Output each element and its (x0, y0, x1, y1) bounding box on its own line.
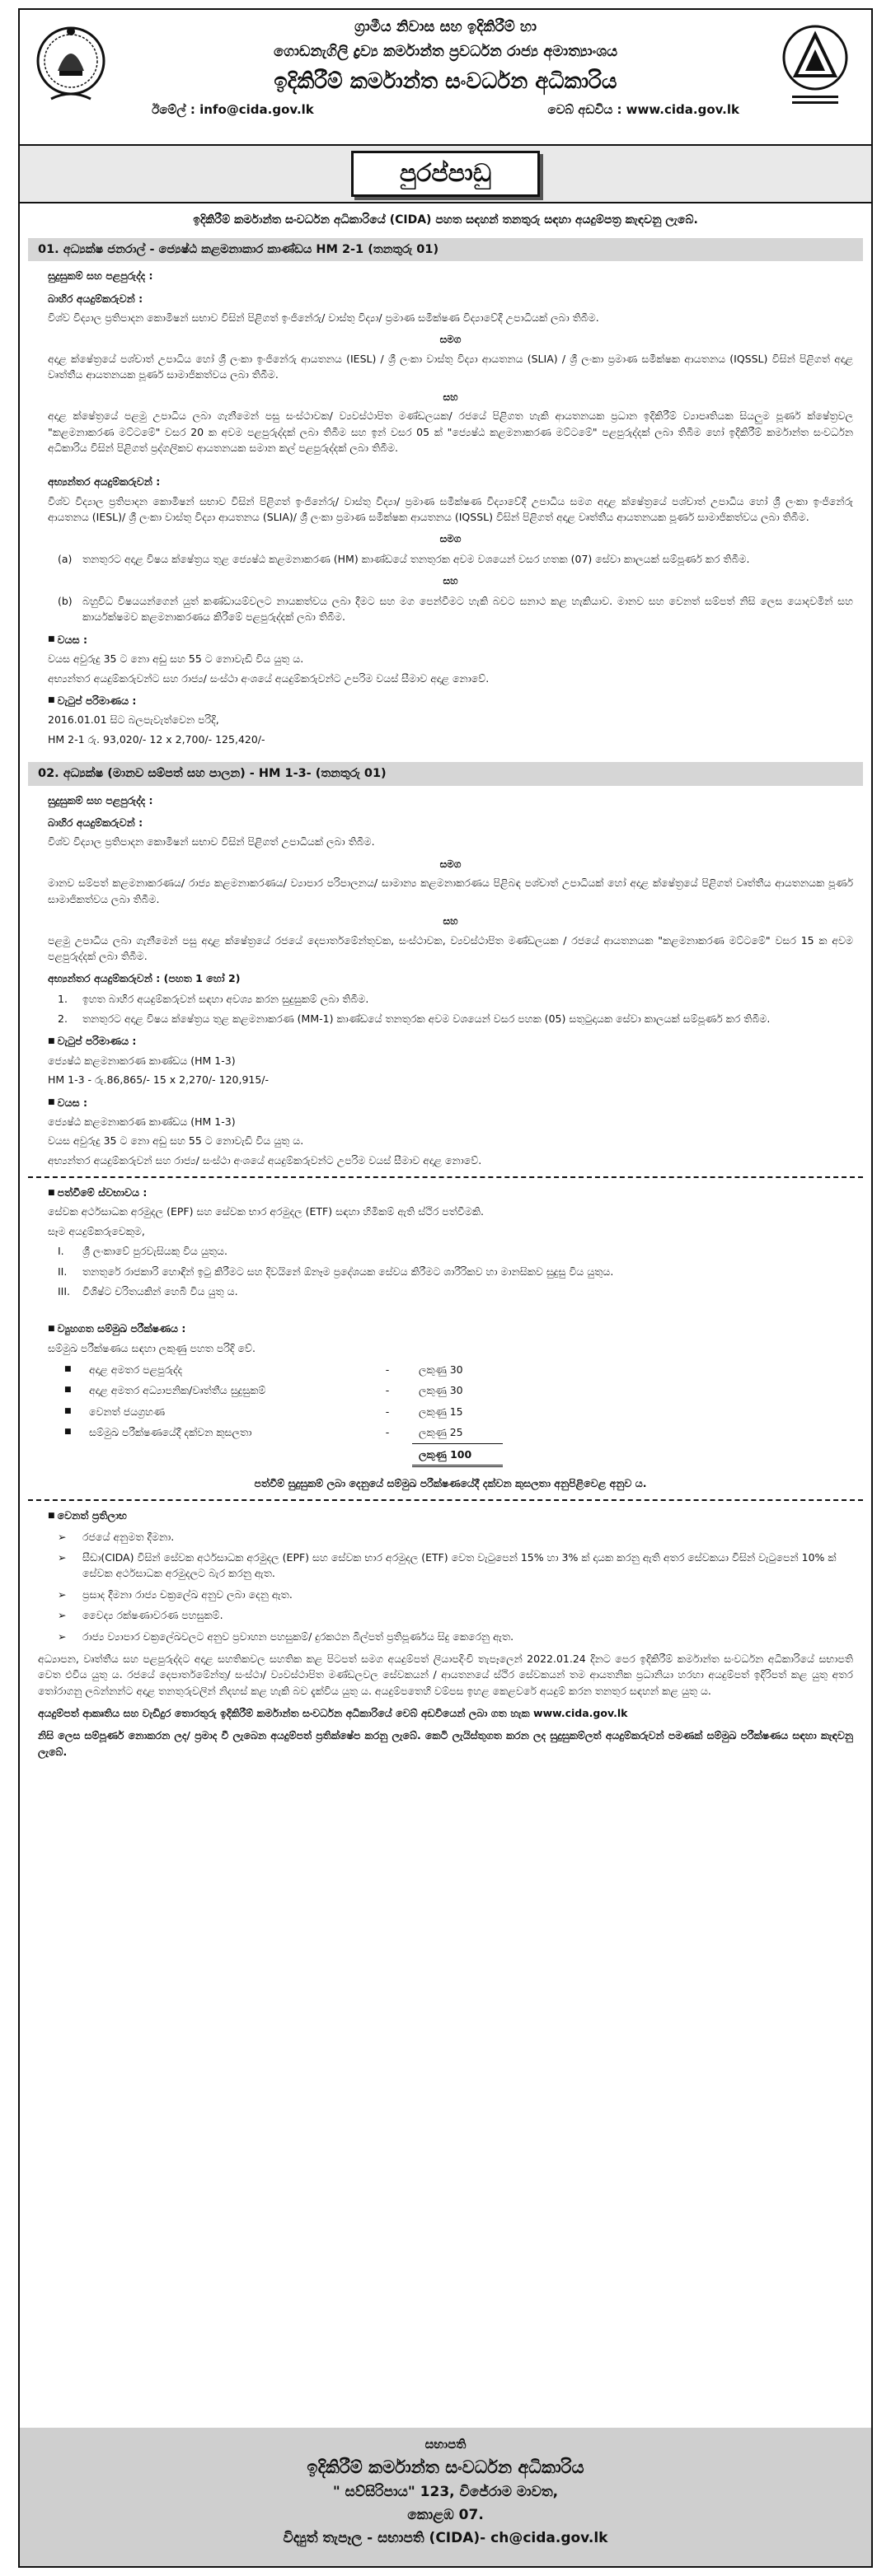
table-row (58, 1401, 503, 1422)
benefit-item (48, 1587, 853, 1602)
post-1-external-heading: බාහිර අයදුම්කරුවන් : (48, 292, 143, 305)
post-2-age-para-2: වයස අවුරුදු 35 ට නො අඩු සහ 55 ට නොවැඩි විය යුතු ය. (48, 1134, 304, 1148)
post-1-salary-heading: ■ වැටුප් පරිමාණය : (48, 693, 853, 708)
benefit-item (48, 1607, 853, 1623)
item-text: විශිෂ්ට චරිතයකින් හෙබි විය යුතු ය. (82, 1284, 238, 1297)
criterion-cell: අදාළ අමතර පළපුරුද්ද (89, 1363, 183, 1377)
title-band (20, 146, 871, 203)
marks-cell: ලකුණු 25 (419, 1426, 463, 1439)
item-text: බහුවිධ විෂයයන්ගෙන් යුත් කණ්ඩායම්වලට නායකත්වය ලබා දීමට සහ මග පෙන්වීමට හැකි බවට සනාථ කළ හැකියාව. මානව සහ වෙනත් සම්පත් නිසි ලෙස යොදවමින් සහ කාර්යක්ෂමව කළමනාකරණය කිරීමේ පළපුරුද්දක් ලබා තිබීම. (82, 595, 853, 624)
contact-row (20, 99, 871, 119)
post-1-external-para-1: විශ්ව විද්‍යාල ප්‍රතිපාදන කොමිෂන් සභාව විසින් පිළිගත් ඉංජිනේරු/ වාස්තු විද්‍යා/ ප්‍රමාණ සමීක්ෂණ විද්‍යාවේදී උපාධියක් ලබා තිබීම. (48, 311, 599, 324)
item-number: (a) (58, 553, 73, 566)
post-1-qualifications-heading: සුදුසුකම් සහ පළපුරුද්ද : (48, 269, 153, 283)
post-1-internal-heading: අභ්‍යන්තර අයදුම්කරුවන් : (48, 475, 161, 489)
post-1-age-heading: ■ වයස : (48, 632, 853, 648)
benefit-text: රාජ්‍ය ව්‍යාපාර චක්‍රලේඛවලට අනුව ප්‍රවාහන පහසුකම්/ දුරකථන බිල්පත් ප්‍රතිපූර්ණය සිදු කෙරෙනු ඇත. (82, 1629, 514, 1643)
post-1-internal-item-a (48, 551, 853, 567)
post-1-salary-para-1: 2016.01.01 සිට බලපැවැත්වෙන පරිදි, (48, 713, 219, 727)
ministry-line-2: ගොඩනැගිලි ද්‍රව්‍ය කර්මාන්ත ප්‍රවර්ධන රාජ්‍ය අමාත්‍යාංශය (273, 43, 618, 60)
post-2-salary-para-1: ජ්‍යෙෂ්ඨ කළමනාකරණ කාණ්ඩය (HM 1-3) (48, 1054, 236, 1067)
advertisement-frame (18, 8, 873, 2568)
footer-address-line-1: " සව්සිරිපාය" 123, විජේරාම මාවත, (332, 2484, 559, 2500)
post-2-external-para-1: විශ්ව විද්‍යාල ප්‍රතිපාදන කොමිෂන් සභාව විසින් පිළිගත් උපාධියක් ලබා තිබීම. (48, 835, 375, 849)
post-1-heading: 01. අධ්‍යක්ෂ ජනරාල් - ජ්‍යෙෂ්ඨ කළමනාකාර කාණ්ඩය HM 2-1 (තනතුරු 01) (28, 238, 863, 261)
dash-cell: - (385, 1384, 390, 1397)
interview-heading: ■ ව්‍යුහගත සම්මුඛ පරීක්ෂණය : (48, 1321, 853, 1336)
vacancies-title: පුරප්පාඩු (351, 151, 540, 198)
table-row (58, 1359, 503, 1380)
post-1-and-2: සහ (443, 390, 458, 403)
appointment-para-2: සෑම අයදුම්කරුවෙකුම, (48, 1224, 145, 1237)
dash-cell: - (385, 1405, 390, 1418)
item-text: තනතුරට අදාළ විෂය ක්ෂේත්‍රය තුළ කළමනාකරණ (MM-1) කාණ්ඩයේ තනතුරක අවම වශයෙන් වසර පහක (05) සතුටුදායක සේවා කාලයක් සම්පූර්ණ කර තිබීම. (82, 1012, 771, 1026)
appointment-item (48, 1283, 853, 1299)
arrow-icon: ➢ (58, 1530, 67, 1543)
marks-cell: ලකුණු 15 (419, 1405, 463, 1418)
footer-address (20, 2428, 871, 2566)
interview-para: සම්මුඛ පරීක්ෂණය සඳහා ලකුණු පහත පරිදි වේ. (48, 1341, 256, 1354)
post-1-content (20, 268, 871, 747)
sri-lanka-emblem-icon (35, 20, 107, 110)
intro-text: ඉදිකිරීම් කර්මාන්ත සංවර්ධන අධිකාරියේ (CIDA) පහත සඳහන් තනතුරු සඳහා අයදුම්පත්‍ර කැඳවනු ලැබේ. (193, 213, 698, 227)
item-number: (b) (58, 595, 73, 608)
post-2-salary-heading: ■ වැටුප් පරිමාණය : (48, 1033, 853, 1049)
ministry-line-1: ග්‍රාමීය නිවාස සහ ඉදිකිරීම් හා (354, 18, 537, 35)
post-1-and-4: සහ (443, 575, 458, 587)
benefit-text: වෛද්‍ය රක්ෂණාවරණ පහසුකම්. (82, 1609, 223, 1622)
dash-cell: - (385, 1363, 390, 1377)
appointment-para-1: සේවක අර්ථසාධක අරමුදල (EPF) සහ සේවක භාර අරමුදල (ETF) සඳහා හිමිකම් ඇති ස්ථිර පත්වීමකි. (48, 1205, 484, 1218)
appointment-heading: ■ පත්වීමේ ස්වභාවය : (48, 1185, 853, 1200)
item-number: II. (58, 1265, 68, 1278)
post-2-external-para-2: මානව සම්පත් කළමනාකරණය/ රාජ්‍ය කළමනාකරණය/ ව්‍යාපාර පරිපාලනය/ සාමාන්‍ය කළමනාකරණය පිළිබඳ පශ්චාත් උපාධියක් හෝ අදාළ ක්ෂේත්‍රයේ පිළිගත් වෘත්තීය ආයතනයක පූර්ණ සාමාජිකත්වය ලබා තිබීම. (48, 877, 853, 905)
benefit-item (48, 1629, 853, 1644)
item-number: 1. (58, 992, 68, 1005)
post-2-and-1: සමග (439, 858, 462, 870)
marks-cell: ලකුණු 30 (419, 1363, 463, 1377)
footer-authority-name: ඉදිකිරීම් කර්මාන්ත සංවර්ධන අධිකාරිය (307, 2457, 584, 2477)
post-1-internal-para-1: විශ්ව විද්‍යාල ප්‍රතිපාදන කොමිෂන් සභාව විසින් පිළිගත් ඉංජිනේරු/ වාස්තු විද්‍යා/ ප්‍රමාණ සමීක්ෂණ විද්‍යාවේදී උපාධිය සමග අදාළ ක්ෂේත්‍රයේ පශ්චාත් උපාධිය හෝ ශ්‍රී ලංකා ඉංජිනේරු ආයතනය (IESL)/ ශ්‍රී ලංකා වාස්තු විද්‍යා ආයතනය (SLIA)/ ශ්‍රී ලංකා ප්‍රමාණ සමීක්ෂක ආයතනය (IQSSL) විසින් පිළිගත් අදාළ වෘත්තීය ආයතනයක පූර්ණ සාමාජිකත්වය ලබා තිබීම. (48, 494, 853, 524)
benefits-heading: ■ වෙනත් ප්‍රතිලාභ (48, 1508, 853, 1523)
arrow-icon: ➢ (58, 1629, 67, 1643)
arrow-icon: ➢ (58, 1609, 67, 1622)
common-content (20, 1185, 871, 1491)
post-2-age-heading: ■ වයස : (48, 1095, 853, 1110)
benefits-content (20, 1508, 871, 1644)
criterion-cell: අදාළ අමතර අධ්‍යාපනික/වෘත්තීය සුදුසුකම් (89, 1384, 266, 1397)
post-2-external-heading: බාහිර අයදුම්කරුවන් : (48, 816, 143, 829)
post-1-and-3: සමග (439, 533, 462, 545)
footer-email: විද්‍යුත් තැපෑල - සභාපති (CIDA)- ch@cida.gov.lk (283, 2530, 608, 2546)
section-divider (28, 1176, 863, 1178)
footer-chairman: සභාපති (424, 2437, 467, 2452)
item-text: ඉහත බාහිර අයදුම්කරුවන් සඳහා අවශ්‍ය කරන සුදුසුකම් ලබා තිබීම. (82, 992, 369, 1005)
post-1-internal-item-b (48, 593, 853, 625)
post-2-internal-item-2 (48, 1011, 853, 1026)
dash-cell: - (385, 1426, 390, 1439)
bullet-icon: ■ (64, 1364, 72, 1373)
post-2-and-2: සහ (443, 914, 458, 927)
table-row (58, 1422, 503, 1443)
header (20, 10, 871, 146)
benefit-text: සීඩා(CIDA) විසින් සේවක අර්ථසාධක අරමුදල (EPF) සහ සේවක භාර අරමුදල (ETF) වෙත වැටුපෙන් 15% හා 3% ක් දායක කරනු ඇති අතර සේවකයා විසින් වැටුපෙන් 10% ක් සේවක අර්ථසාධක අරමුදලට බැර කරනු ඇත. (82, 1551, 837, 1580)
post-2-external-para-3: පළමු උපාධිය ලබා ගැනීමෙන් පසු අදාළ ක්ෂේත්‍රයේ රජයේ දෙපාර්තමේන්තුවක, සංස්ථාවක, ව්‍යවස්ථාපිත මණ්ඩලයක / රජයේ ආයතනයක "කළමනාකරණ මට්ටමේ" වසර 15 ක අවම පළපුරුද්දක් ලබා තිබීම. (48, 933, 853, 962)
post-1-salary-para-2: HM 2-1 රු. 93,020/- 12 x 2,700/- 125,420/- (48, 732, 265, 746)
item-number: I. (58, 1245, 64, 1258)
item-number: 2. (58, 1012, 68, 1026)
post-2-salary-para-2: HM 1-3 - රු.86,865/- 15 x 2,270/- 120,915/- (48, 1073, 270, 1087)
item-text: තනතුරට අදාළ විෂය ක්ෂේත්‍රය තුළ ජ්‍යෙෂ්ඨ කළමනාකරණ (HM) කාණ්ඩයේ තනතුරක අවම වශයෙන් වසර හතක (07) සේවා කාලයක් සම්පූර්ණ කර තිබීම. (82, 553, 750, 566)
item-text: ශ්‍රී ලංකාවේ පුරවැසියකු විය යුතුය. (82, 1245, 227, 1258)
criterion-cell: වෙනත් ජයග්‍රහණ (89, 1405, 166, 1418)
website-text: වෙබ් අඩවිය : www.cida.gov.lk (547, 102, 739, 117)
appointment-item (48, 1264, 853, 1279)
benefit-item (48, 1550, 853, 1582)
post-2-heading: 02. අධ්‍යක්ෂ (මානව සම්පත් සහ පාලන) - HM 1-3- (තනතුරු 01) (28, 762, 863, 785)
bullet-icon: ■ (64, 1386, 72, 1395)
post-2-age-para-3: අභ්‍යන්තර අයදුම්කරුවන් සහ රාජ්‍ය/ සංස්ථා අංශයේ අයදුම්කරුවන්ට උපරිම වයස් සීමාව අදාළ නොවේ. (48, 1153, 482, 1166)
post-2-internal-heading: අභ්‍යන්තර අයදුම්කරුවන් : (පහත 1 හෝ 2) (48, 972, 241, 985)
section-divider (28, 1499, 863, 1501)
benefit-item (48, 1529, 853, 1545)
post-1-age-para-2: අභ්‍යන්තර අයදුම්කරුවන්ට සහ රාජ්‍ය/ සංස්ථා අංශයේ අයදුම්කරුවන්ට උපරිම වයස් සීමාව අදාළ නොවේ. (48, 671, 490, 685)
post-2-qualifications-heading: සුදුසුකම් සහ පළපුරුද්ද : (48, 793, 153, 806)
criterion-cell: සම්මුඛ පරීක්ෂණයේදී දක්වන කුසලතා (89, 1426, 252, 1439)
item-text: තනතුරේ රාජකාරි හොඳින් ඉටු කිරීමට සහ දිවයිනේ ඕනෑම ප්‍රදේශයක සේවය කිරීමට ශාරීරිකව හා මානසිකව සුදුසු විය යුතුය. (82, 1265, 614, 1278)
post-1-age-para-1: වයස අවුරුදු 35 ට නො අඩු සහ 55 ට නොවැඩි විය යුතු ය. (48, 652, 304, 666)
benefit-text: ප්‍රසාද දීමනා රාජ්‍ය චක්‍රලේඛ අනුව ලබා දෙනු ඇත. (82, 1587, 293, 1601)
marks-total-cell: ලකුණු 100 (412, 1443, 503, 1466)
email-text: ඊමේල් : info@cida.gov.lk (152, 102, 314, 117)
table-row (58, 1380, 503, 1400)
post-1-external-para-2: අදාළ ක්ෂේත්‍රයේ පශ්චාත් උපාධිය හෝ ශ්‍රී ලංකා ඉංජිනේරු ආයතනය (IESL) / ශ්‍රී ලංකා වාස්තු විද්‍යා ආයතනය (SLIA) / ශ්‍රී ලංකා ප්‍රමාණ සමීක්ෂක ආයතනය (IQSSL) විසින් පිළිගත් අදාළ වෘත්තීය ආයතනයක පූර්ණ සාමාජිකත්වය ලබා තිබීම. (48, 352, 853, 381)
footer-address-line-2: කොළඹ 07. (407, 2507, 484, 2523)
marks-cell: ලකුණු 30 (419, 1384, 463, 1397)
appointment-item (48, 1243, 853, 1259)
marks-table (58, 1359, 503, 1467)
post-2-internal-item-1 (48, 991, 853, 1007)
post-1-and-1: සමග (439, 334, 462, 346)
cida-logo-icon (776, 21, 855, 112)
authority-name: ඉදිකිරීම් කර්මාන්ත සංවර්ධන අධිකාරිය (274, 69, 617, 94)
rejection-note: නිසි ලෙස සම්පූර්ණ නොකරන ලද/ ප්‍රමාද වී ලැබෙන අයදුම්පත් ප්‍රතික්ෂේප කරනු ලැබේ. කෙටි ලැයිස්තුගත කරන ලද සුදුසුකම්ලත් අයදුම්කරුවන් පමණක් සම්මුඛ පරීක්ෂණය සඳහා කැඳවනු ලැබේ. (38, 1729, 853, 1758)
benefit-text: රජයේ අනුමත දීමනා. (82, 1530, 175, 1543)
arrow-icon: ➢ (58, 1587, 67, 1601)
table-row (58, 1443, 503, 1466)
application-form-note: අයදුම්පත් ආකෘතිය සහ වැඩිදුර තොරතුරු ඉදිකිරීම් කර්මාන්ත සංවර්ධන අධිකාරියේ වෙබ් අඩවියෙන් ලබා ගත හැක www.cida.gov.lk (38, 1707, 628, 1720)
arrow-icon: ➢ (58, 1551, 67, 1564)
merit-note: පත්වීම් සුදුසුකම් ලබා දෙනුයේ සම්මුඛ පරීක්ෂණයේදී දක්වන කුසලතා අනුපිළිවෙළ අනුව ය. (254, 1476, 647, 1489)
bullet-icon: ■ (64, 1406, 72, 1415)
post-2-age-para-1: ජ්‍යෙෂ්ඨ කළමනාකරණ කාණ්ඩය (HM 1-3) (48, 1115, 236, 1128)
post-1-external-para-3: අදාළ ක්ෂේත්‍රයේ පළමු උපාධිය ලබා ගැනීමෙන් පසු සංස්ථාවක/ ව්‍යවස්ථාපිත මණ්ඩලයක/ රජයේ පිළිගත හැකි ආයතනයක ප්‍රධාන ඉදිකිරීම් ව්‍යාපෘතියක සියලුම පූර්ණ ක්ෂේත්‍රවල "කළමනාකරණ මට්ටමේ" වසර 20 ක අවම පළපුරුද්දක් ලබා තිබීම සහ ඉන් වසර 05 ක් "ජ්‍යෙෂ්ඨ කළමනාකරණ මට්ටමේ" පළපුරුද්දක් ලබා තිබීම හෝ ඉදිකිරීම් කර්මාන්ත සංවර්ධන අධිකාරිය විසින් පිළිගත් ප්‍රද්ගලිකව ආයතනයක සමාන කල් පළපුරුද්දක් ලබා තිබීම. (48, 409, 853, 454)
item-number: III. (58, 1284, 71, 1297)
application-instructions: අධ්‍යාපන, වෘත්තීය සහ පළපුරුද්දට අදාළ සහතිකවල සහතික කළ පිටපත් සමග අයදුම්පත් ලියාපදිංචි තැපෑලෙන් 2022.01.24 දිනට පෙර ඉදිකිරීම් කර්මාන්ත සංවර්ධන අධිකාරියේ සභාපති වෙත එවිය යුතු ය. රජයේ දෙපාර්තමේන්තු/ සංස්ථා/ ව්‍යවස්ථාපිත මණ්ඩලවල සේවකයන් / ආයතනයේ ස්ථිර සේවකයන් තම ආයතනික ප්‍රධානියා හරහා අයදුම්පත් ඉදිරිපත් කළ යුතු අතර තෝරාගනු ලබන්නන්ට අදාළ තනතුරුවලින් නිදහස් කළ හැකි බව දැක්විය යුතු ය. අයදුම්පතෙහි වම්පස ඉහළ කෙළවරේ අයදුම් කරන තනතුර සඳහන් කළ යුතු ය. (38, 1652, 853, 1697)
post-2-content (20, 792, 871, 1169)
bullet-icon: ■ (64, 1428, 72, 1437)
